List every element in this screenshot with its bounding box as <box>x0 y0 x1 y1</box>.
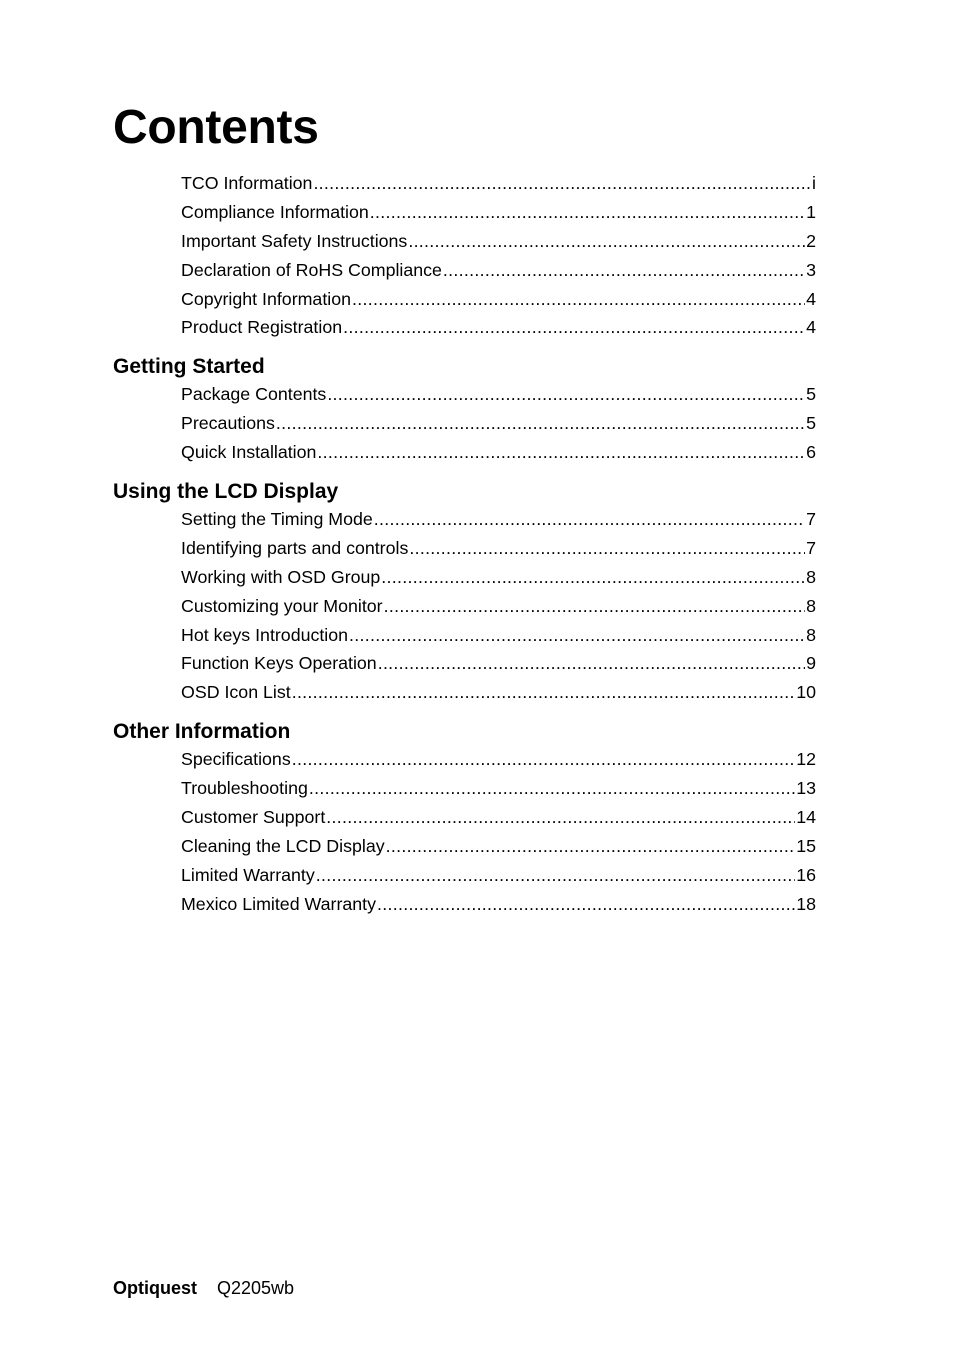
toc-entry[interactable] <box>181 890 816 919</box>
toc-entry-page-number: 14 <box>796 807 816 828</box>
toc-entry-page-number: 18 <box>796 893 816 914</box>
toc-entry-title: Setting the Timing Mode <box>181 509 373 530</box>
dot-leader <box>316 861 795 890</box>
toc-entry[interactable] <box>181 745 816 774</box>
dot-leader <box>352 285 805 314</box>
dot-leader <box>313 169 811 198</box>
toc-entry[interactable] <box>181 227 816 256</box>
toc-entry-page-number: i <box>812 173 816 193</box>
toc-entry[interactable] <box>181 832 816 861</box>
toc-entry-page-number: 5 <box>806 413 816 434</box>
toc-entry-title: Copyright Information <box>181 288 351 309</box>
toc-entry-title: Package Contents <box>181 384 327 405</box>
toc-entry-title: Limited Warranty <box>181 864 315 885</box>
section-heading: Other Information <box>113 720 291 744</box>
toc-entry-title: OSD Icon List <box>181 682 291 703</box>
toc-entry[interactable] <box>181 774 816 803</box>
toc-entry[interactable] <box>181 256 816 285</box>
toc-entry[interactable] <box>181 505 816 534</box>
toc-entry[interactable] <box>181 380 816 409</box>
dot-leader <box>309 774 795 803</box>
toc-entry-title: Product Registration <box>181 317 343 338</box>
toc-entry-title: Working with OSD Group <box>181 566 381 587</box>
toc-entry[interactable] <box>181 438 816 467</box>
toc-entry-page-number: 13 <box>796 778 816 799</box>
dot-leader <box>317 438 805 467</box>
toc-entry-page-number: 8 <box>806 624 816 645</box>
dot-leader <box>349 621 805 650</box>
dot-leader <box>292 745 796 774</box>
toc-entry[interactable] <box>181 649 816 678</box>
toc-entry-page-number: 10 <box>796 682 816 703</box>
toc-entry-title: Hot keys Introduction <box>181 624 349 645</box>
toc-section <box>113 169 816 342</box>
dot-leader <box>443 256 805 285</box>
dot-leader <box>384 592 806 621</box>
section-heading: Using the LCD Display <box>113 480 339 504</box>
toc-section <box>113 479 816 707</box>
dot-leader <box>377 890 795 919</box>
toc-entry-title: Specifications <box>181 749 291 770</box>
toc-entry[interactable] <box>181 285 816 314</box>
toc-entry-list <box>113 505 816 707</box>
toc-entry-page-number: 8 <box>806 595 816 616</box>
toc-entry-title: Troubleshooting <box>181 778 308 799</box>
footer-model: Q2205wb <box>217 1278 295 1298</box>
toc-entry-page-number: 2 <box>806 230 816 251</box>
dot-leader <box>370 198 805 227</box>
toc-entry-title: Function Keys Operation <box>181 653 377 674</box>
toc-entry-title: Compliance Information <box>181 201 369 222</box>
dot-leader <box>408 227 805 256</box>
toc-entry-title: Mexico Limited Warranty <box>181 893 376 914</box>
toc-entry-list <box>113 380 816 467</box>
toc-entry[interactable] <box>181 861 816 890</box>
table-of-contents <box>113 169 816 919</box>
toc-entry-title: Identifying parts and controls <box>181 537 409 558</box>
toc-entry-title: Cleaning the LCD Display <box>181 835 385 856</box>
dot-leader <box>374 505 805 534</box>
dot-leader <box>292 678 796 707</box>
page-title: Contents <box>113 101 319 154</box>
dot-leader <box>381 563 805 592</box>
dot-leader <box>378 649 805 678</box>
toc-entry-page-number: 4 <box>806 288 816 309</box>
toc-entry[interactable] <box>181 678 816 707</box>
toc-entry-title: Customizing your Monitor <box>181 595 383 616</box>
toc-entry-page-number: 6 <box>806 442 816 463</box>
toc-entry[interactable] <box>181 563 816 592</box>
toc-entry[interactable] <box>181 534 816 563</box>
toc-entry-title: Declaration of RoHS Compliance <box>181 259 442 280</box>
toc-entry-page-number: 7 <box>806 537 816 558</box>
toc-entry-title: TCO Information <box>181 173 313 193</box>
toc-entry-page-number: 8 <box>806 566 816 587</box>
toc-entry[interactable] <box>181 198 816 227</box>
dot-leader <box>386 832 796 861</box>
toc-entry-page-number: 16 <box>796 864 816 885</box>
dot-leader <box>343 313 805 342</box>
toc-entry[interactable] <box>181 621 816 650</box>
toc-entry-list <box>113 745 816 918</box>
toc-entry-title: Precautions <box>181 413 275 434</box>
dot-leader <box>409 534 805 563</box>
toc-entry-page-number: 12 <box>796 749 816 770</box>
toc-entry-title: Quick Installation <box>181 442 317 463</box>
toc-entry-title: Customer Support <box>181 807 326 828</box>
toc-entry[interactable] <box>181 409 816 438</box>
toc-entry[interactable] <box>181 313 816 342</box>
toc-entry-page-number: 7 <box>806 509 816 530</box>
toc-section <box>113 354 816 467</box>
toc-entry-page-number: 9 <box>806 653 816 674</box>
dot-leader <box>276 409 805 438</box>
toc-entry-page-number: 5 <box>806 384 816 405</box>
toc-entry[interactable] <box>181 169 816 198</box>
toc-entry-list <box>113 169 816 342</box>
dot-leader <box>327 380 805 409</box>
page-footer <box>113 1276 294 1300</box>
footer-brand: Optiquest <box>113 1278 197 1298</box>
section-heading: Getting Started <box>113 355 265 379</box>
dot-leader <box>326 803 795 832</box>
toc-entry-page-number: 4 <box>806 317 816 338</box>
toc-entry[interactable] <box>181 592 816 621</box>
toc-entry[interactable] <box>181 803 816 832</box>
toc-section <box>113 719 816 918</box>
toc-entry-page-number: 3 <box>806 259 816 280</box>
toc-entry-page-number: 15 <box>796 835 816 856</box>
toc-entry-page-number: 1 <box>806 201 816 222</box>
toc-entry-title: Important Safety Instructions <box>181 230 408 251</box>
